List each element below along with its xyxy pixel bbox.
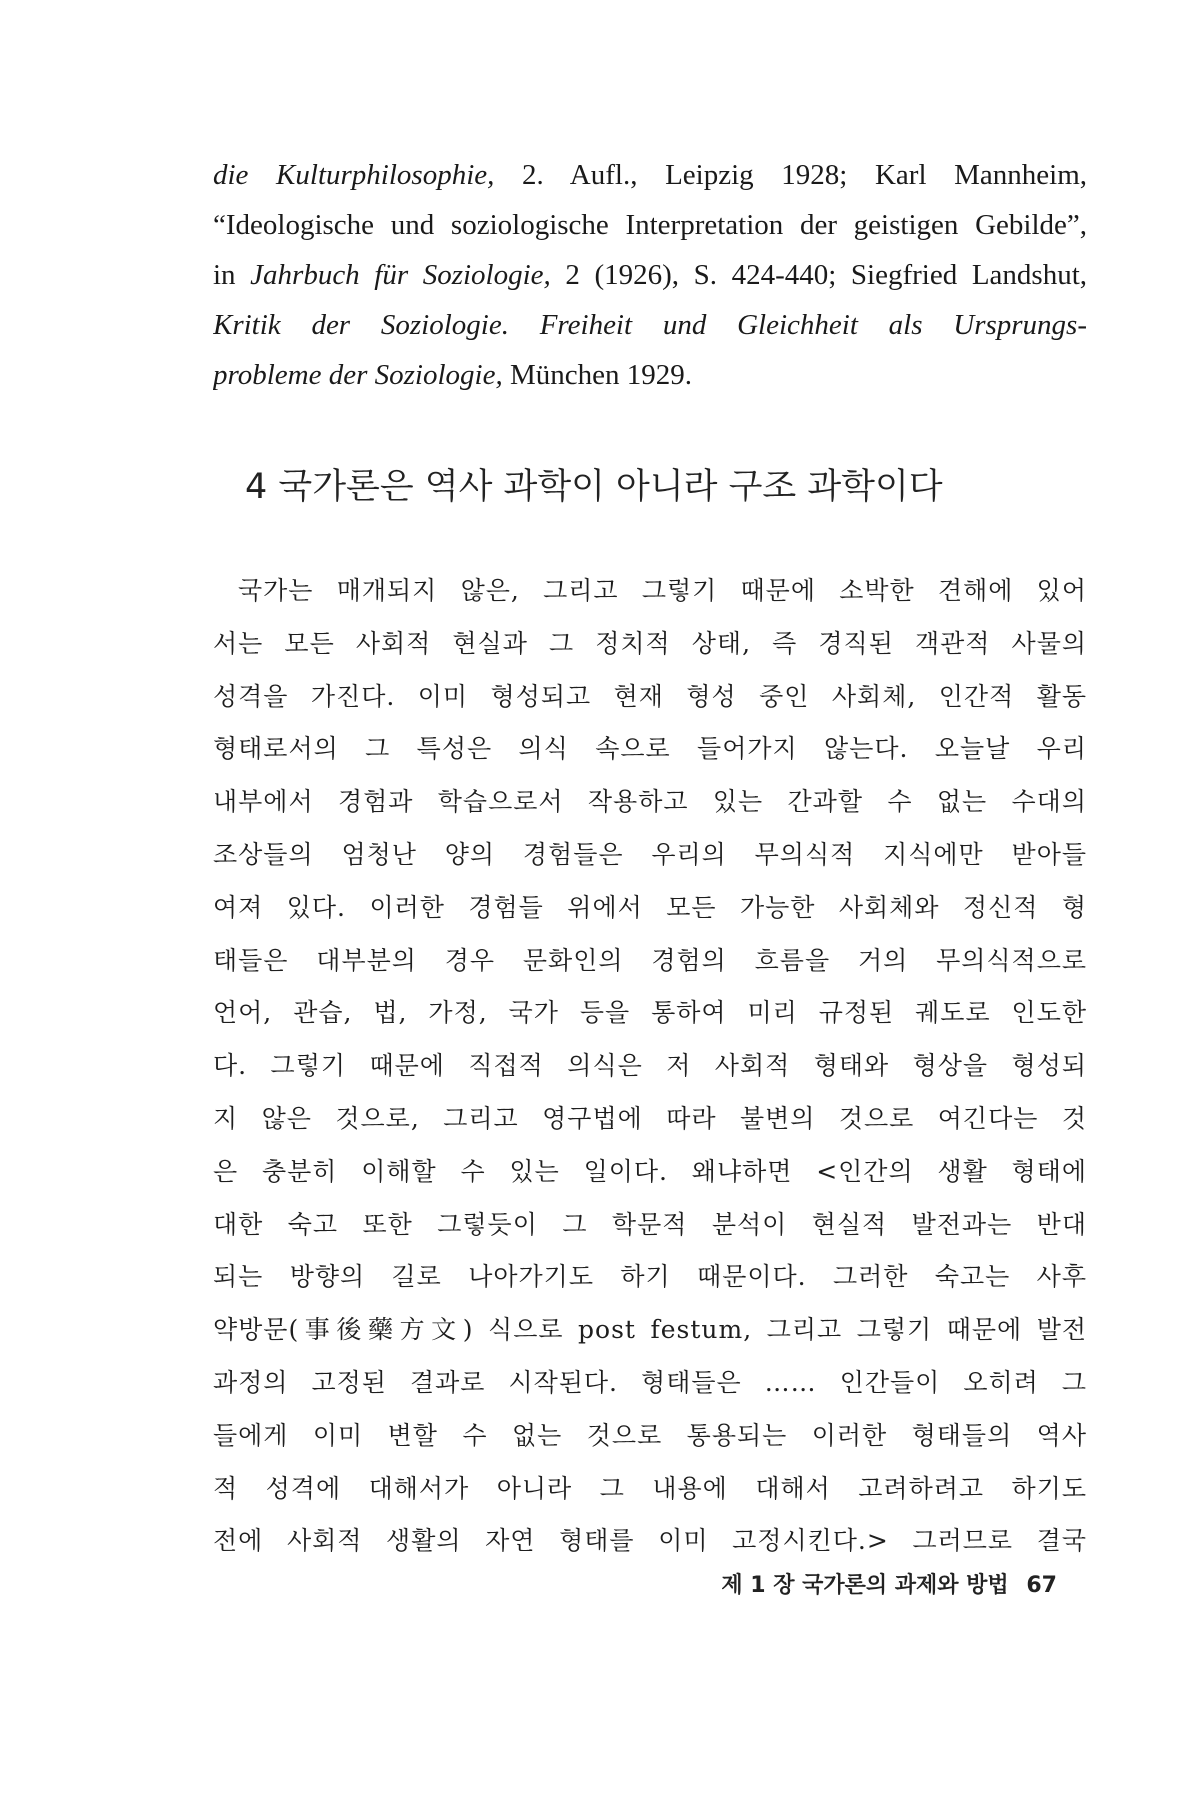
reference-journal-title: Jahrbuch für Soziologie, bbox=[250, 259, 551, 291]
body-text bbox=[213, 565, 1087, 1568]
reference-line-3 bbox=[213, 250, 1087, 300]
reference-line-4: Kritik der Soziologie. Freiheit und Gleichheit als Ursprungs- bbox=[213, 309, 1087, 341]
reference-title-probleme: probleme der Soziologie, bbox=[213, 359, 503, 391]
running-head: 제 1 장 국가론의 과제와 방법 bbox=[721, 1573, 1009, 1598]
reference-text: München 1929. bbox=[509, 359, 692, 391]
reference-title-kulturphilosophie: die Kulturphilosophie, bbox=[213, 159, 495, 191]
body-text-line: 서는 모든 사회적 현실과 그 정치적 상태, 즉 경직된 객관적 사물의 bbox=[213, 628, 1087, 658]
body-text-line: 은 충분히 이해할 수 있는 일이다. 왜냐하면 <인간의 생활 형태에 bbox=[213, 1156, 1087, 1186]
page-number: 67 bbox=[1026, 1573, 1057, 1598]
body-text-line: 전에 사회적 생활의 자연 형태를 이미 고정시킨다.> 그러므로 결국 bbox=[213, 1526, 1087, 1556]
body-text-line: 여져 있다. 이러한 경험들 위에서 모든 가능한 사회체와 정신적 형 bbox=[213, 892, 1087, 922]
reference-line-2: “Ideologische und soziologische Interpretation der geistigen Gebilde”, bbox=[213, 209, 1087, 241]
body-text-line: 내부에서 경험과 학습으로서 작용하고 있는 간과할 수 없는 수대의 bbox=[213, 787, 1087, 817]
body-text-line: 지 않은 것으로, 그리고 영구법에 따라 불변의 것으로 여긴다는 것 bbox=[213, 1103, 1087, 1133]
body-text-line: 국가는 매개되지 않은, 그리고 그렇기 때문에 소박한 견해에 있어 bbox=[238, 576, 1087, 605]
body-text-line: 되는 방향의 길로 나아가기도 하기 때문이다. 그러한 숙고는 사후 bbox=[213, 1262, 1087, 1292]
page-footer bbox=[721, 1568, 1057, 1599]
body-text-line: 성격을 가진다. 이미 형성되고 현재 형성 중인 사회체, 인간적 활동 bbox=[213, 681, 1087, 711]
body-text-line: 적 성격에 대해서가 아니라 그 내용에 대해서 고려하려고 하기도 bbox=[213, 1473, 1087, 1503]
body-text-line: 들에게 이미 변할 수 없는 것으로 통용되는 이러한 형태들의 역사 bbox=[213, 1420, 1087, 1450]
reference-text: 2 (1926), S. 424-440; Siegfried Landshut, bbox=[565, 259, 1087, 291]
body-text-line: 대한 숙고 또한 그렇듯이 그 학문적 분석이 현실적 발전과는 반대 bbox=[213, 1209, 1087, 1239]
body-text-line: 다. 그렇기 때문에 직접적 의식은 저 사회적 형태와 형상을 형성되 bbox=[213, 1051, 1087, 1081]
body-text-line: 형태로서의 그 특성은 의식 속으로 들어가지 않는다. 오늘날 우리 bbox=[213, 734, 1087, 764]
body-text-line: 과정의 고정된 결과로 시작된다. 형태들은 …… 인간들이 오히려 그 bbox=[213, 1367, 1087, 1397]
reference-text: in bbox=[213, 259, 236, 291]
reference-line-5 bbox=[213, 350, 1087, 400]
body-text-line: 태들은 대부분의 경우 문화인의 경험의 흐름을 거의 무의식적으로 bbox=[213, 945, 1087, 975]
body-text-line: 조상들의 엄청난 양의 경험들은 우리의 무의식적 지식에만 받아들 bbox=[213, 839, 1087, 869]
section-heading: 4 국가론은 역사 과학이 아니라 구조 과학이다 bbox=[245, 467, 943, 507]
reference-line-1 bbox=[213, 150, 1087, 200]
body-text-line: 약방문(事後藥方文) 식으로 post festum, 그리고 그렇기 때문에 발전 bbox=[213, 1315, 1087, 1345]
reference-text: 2. Aufl., Leipzig 1928; Karl Mannheim, bbox=[522, 159, 1087, 191]
reference-continuation bbox=[213, 150, 1087, 400]
body-text-line: 언어, 관습, 법, 가정, 국가 등을 통하여 미리 규정된 궤도로 인도한 bbox=[213, 998, 1087, 1028]
